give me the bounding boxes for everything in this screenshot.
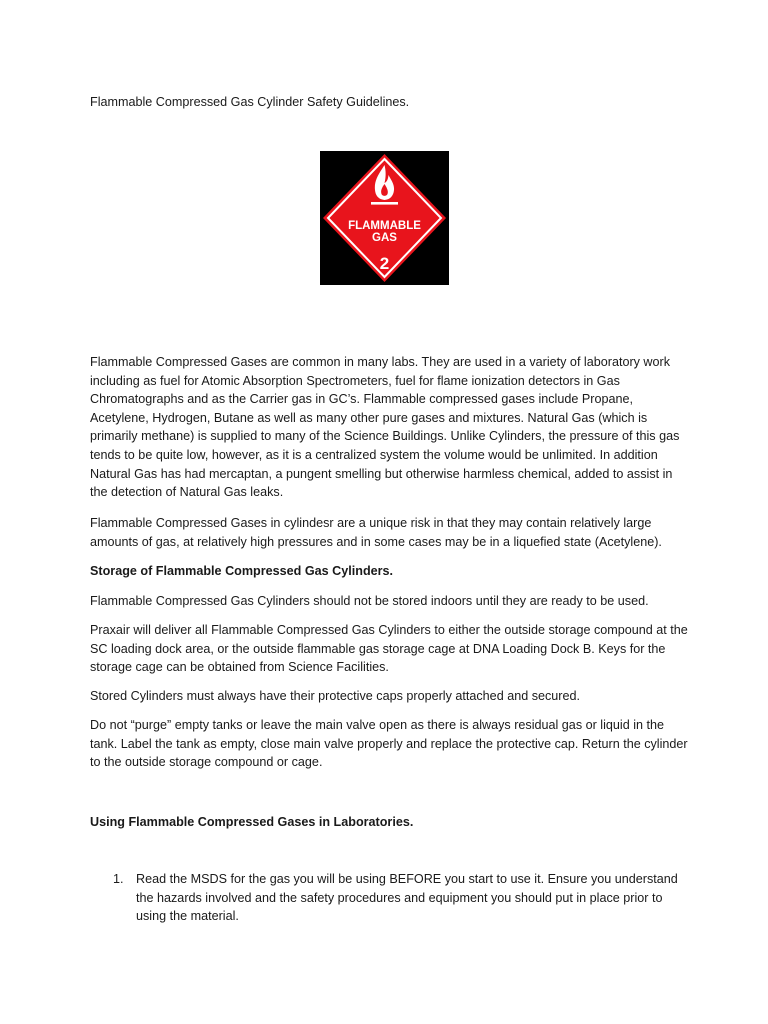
flammable-gas-placard-graphic (320, 151, 449, 285)
storage-heading: Storage of Flammable Compressed Gas Cylinders. (90, 564, 394, 578)
storage-paragraph: Flammable Compressed Gas Cylinders should not be stored indoors until they are ready to be used. (90, 594, 649, 608)
list-item-number: 1. (113, 872, 124, 886)
storage-paragraph: Do not “purge” empty tanks or leave the main valve open as there is always residual gas or liquid in the tank. Label the tank as empty, close main valve properly and replace the protective cap. Return the cylinder to the outside storage compound or cage. (90, 718, 688, 770)
storage-paragraph: Stored Cylinders must always have their protective caps properly attached and secured. (90, 689, 581, 703)
intro-paragraph: Flammable Compressed Gases are common in many labs. They are used in a variety of laboratory work including as fuel for Atomic Absorption Spectrometers, fuel for flame ionization detectors in Gas Chromatographs and as the Carrier gas in GC’s. Flammable compressed gases include Propane, Acetylene, Hydrogen, Butane as well as many other pure gases and mixtures. Natural Gas (which is primarily methane) is supplied to many of the Science Buildings. Unlike Cylinders, the pressure of this gas tends to be quite low, however, as it is a centralized system the volume would be unlimited. In addition Natural Gas has had mercaptan, a pungent smelling but otherwise harmless chemical, added to assist in the detection of Natural Gas leaks. (90, 355, 680, 500)
placard-line-1: FLAMMABLE (348, 220, 421, 232)
risk-paragraph: Flammable Compressed Gases in cylindesr are a unique risk in that they may contain relatively large amounts of gas, at relatively high pressures and in some cases may be in a liquefied state (Acetylene). (90, 516, 662, 549)
placard-class-number: 2 (379, 254, 390, 273)
storage-paragraph: Praxair will deliver all Flammable Compressed Gas Cylinders to either the outside storage compound at the SC loading dock area, or the outside flammable gas storage cage at DNA Loading Dock B. Keys for the storage cage can be obtained from Science Facilities. (90, 623, 688, 675)
list-item-text: Read the MSDS for the gas you will be using BEFORE you start to use it. Ensure you understand the hazards involved and the safety procedures and equipment you should put in place prior to using the material. (136, 872, 678, 924)
flammable-gas-placard (320, 151, 449, 285)
placard-line-2: GAS (372, 232, 397, 244)
lab-usage-heading: Using Flammable Compressed Gases in Laboratories. (90, 815, 414, 829)
document-title: Flammable Compressed Gas Cylinder Safety Guidelines. (90, 95, 410, 109)
